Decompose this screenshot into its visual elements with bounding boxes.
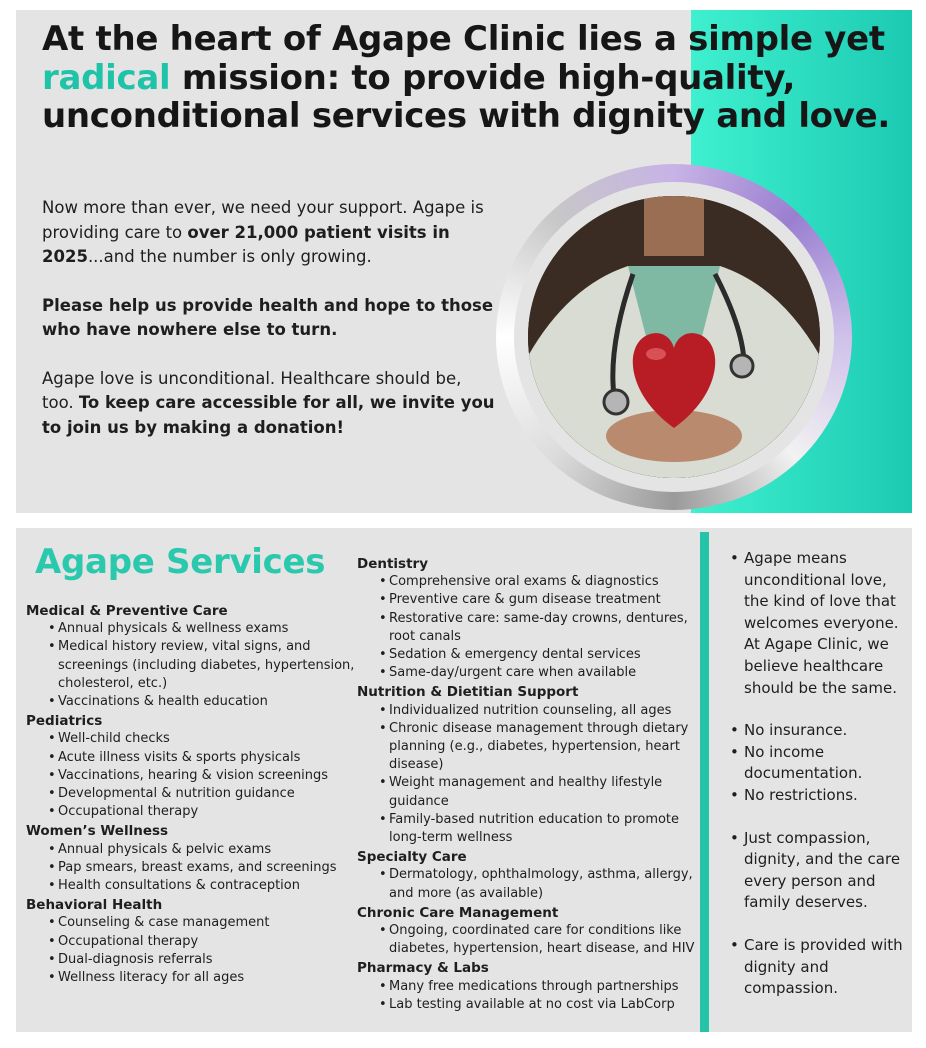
photo-ring bbox=[496, 164, 852, 510]
headline-text-start: At the heart of Agape Clinic lies a simple yet bbox=[42, 19, 885, 59]
list-item: • Pap smears, breast exams, and screenings bbox=[48, 859, 356, 877]
section-title: Pharmacy & Labs bbox=[357, 960, 489, 977]
list-item: • Annual physicals & pelvic exams bbox=[48, 841, 356, 859]
support-paragraph bbox=[42, 196, 497, 270]
services-panel bbox=[16, 528, 912, 1032]
services-title: Agape Services bbox=[35, 542, 326, 582]
service-section bbox=[357, 959, 697, 1014]
list-item: • Restorative care: same-day crowns, dentures, root canals bbox=[379, 610, 697, 646]
list-item: • Acute illness visits & sports physicals bbox=[48, 749, 356, 767]
list-item: • Preventive care & gum disease treatment bbox=[379, 591, 697, 609]
list-item: • Ongoing, coordinated care for conditions like diabetes, hypertension, heart disease, and HIV bbox=[379, 922, 697, 958]
love-text: Agape love is unconditional. Healthcare should be, too. bbox=[42, 368, 462, 412]
sidebar-item: • Agape means unconditional love, the kind of love that welcomes everyone. At Agape Clinic, we believe healthcare should be the same. bbox=[728, 548, 908, 699]
services-column-middle bbox=[357, 555, 697, 1015]
spacer bbox=[728, 914, 908, 935]
list-item: • Health consultations & contraception bbox=[48, 877, 356, 895]
list-item: • Comprehensive oral exams & diagnostics bbox=[379, 573, 697, 591]
section-title: Specialty Care bbox=[357, 849, 467, 866]
list-item: • Medical history review, vital signs, and screenings (including diabetes, hypertension, cholesterol, etc.) bbox=[48, 638, 356, 693]
donation-call: To keep care accessible for all, we invite you to join us by making a donation! bbox=[42, 393, 495, 437]
list-item: • Family-based nutrition education to promote long-term wellness bbox=[379, 811, 697, 847]
intro-text bbox=[42, 196, 497, 464]
section-title: Medical & Preventive Care bbox=[26, 603, 228, 619]
service-section bbox=[357, 904, 697, 959]
service-section bbox=[26, 602, 356, 711]
list-item: • Same-day/urgent care when available bbox=[379, 664, 697, 682]
list-item: • Vaccinations & health education bbox=[48, 693, 356, 711]
list-item: • Sedation & emergency dental services bbox=[379, 646, 697, 664]
section-title: Chronic Care Management bbox=[357, 904, 559, 921]
headline-accent-word: radical bbox=[42, 57, 171, 98]
mission-headline bbox=[42, 20, 902, 136]
values-sidebar bbox=[728, 548, 908, 1000]
teal-divider bbox=[700, 532, 709, 1032]
service-section bbox=[26, 712, 356, 821]
section-title: Pediatrics bbox=[26, 713, 103, 730]
list-item: • Dermatology, ophthalmology, asthma, allergy, and more (as available) bbox=[379, 866, 697, 902]
list-item: • Occupational therapy bbox=[48, 933, 356, 951]
sidebar-item: • No insurance. bbox=[728, 720, 908, 742]
section-title: Women’s Wellness bbox=[26, 823, 169, 840]
doctor-heart-illustration bbox=[528, 196, 820, 478]
list-item: • Counseling & case management bbox=[48, 914, 356, 932]
service-section bbox=[26, 896, 356, 987]
service-section bbox=[357, 555, 697, 682]
list-item: • Vaccinations, hearing & vision screenings bbox=[48, 767, 356, 785]
sidebar-item: • No restrictions. bbox=[728, 785, 908, 807]
mission-panel bbox=[16, 10, 912, 513]
service-section bbox=[357, 848, 697, 903]
list-item: • Many free medications through partnerships bbox=[379, 978, 697, 996]
headline-text-end: mission: to provide high-quality, unconditional services with dignity and love. bbox=[42, 57, 890, 136]
doctor-holding-heart-photo bbox=[528, 196, 820, 478]
donation-paragraph bbox=[42, 367, 497, 441]
service-section bbox=[357, 683, 697, 847]
list-item: • Well-child checks bbox=[48, 730, 356, 748]
list-item: • Occupational therapy bbox=[48, 803, 356, 821]
section-title: Nutrition & Dietitian Support bbox=[357, 684, 579, 701]
section-title: Dentistry bbox=[357, 556, 429, 572]
sidebar-item: • Care is provided with dignity and compassion. bbox=[728, 935, 908, 1000]
list-item: • Individualized nutrition counseling, all ages bbox=[379, 702, 697, 720]
list-item: • Wellness literacy for all ages bbox=[48, 969, 356, 987]
appeal-paragraph bbox=[42, 294, 497, 343]
list-item: • Dual-diagnosis referrals bbox=[48, 951, 356, 969]
spacer bbox=[728, 699, 908, 720]
list-item: • Lab testing available at no cost via LabCorp bbox=[379, 996, 697, 1014]
sidebar-item: • No income documentation. bbox=[728, 742, 908, 785]
sidebar-item: • Just compassion, dignity, and the care every person and family deserves. bbox=[728, 828, 908, 914]
list-item: • Weight management and healthy lifestyle guidance bbox=[379, 774, 697, 810]
visit-count: over 21,000 patient visits in 2025 bbox=[42, 222, 450, 266]
support-text-end: ...and the number is only growing. bbox=[87, 247, 372, 266]
service-section bbox=[26, 822, 356, 895]
support-text: Now more than ever, we need your support. Agape is providing care to bbox=[42, 198, 484, 242]
list-item: • Annual physicals & wellness exams bbox=[48, 620, 356, 638]
services-column-left bbox=[26, 602, 356, 988]
list-item: • Chronic disease management through dietary planning (e.g., diabetes, hypertension, heart disease) bbox=[379, 720, 697, 775]
section-title: Behavioral Health bbox=[26, 897, 163, 914]
spacer bbox=[728, 807, 908, 828]
appeal-text: Please help us provide health and hope to those who have nowhere else to turn. bbox=[42, 295, 494, 339]
list-item: • Developmental & nutrition guidance bbox=[48, 785, 356, 803]
